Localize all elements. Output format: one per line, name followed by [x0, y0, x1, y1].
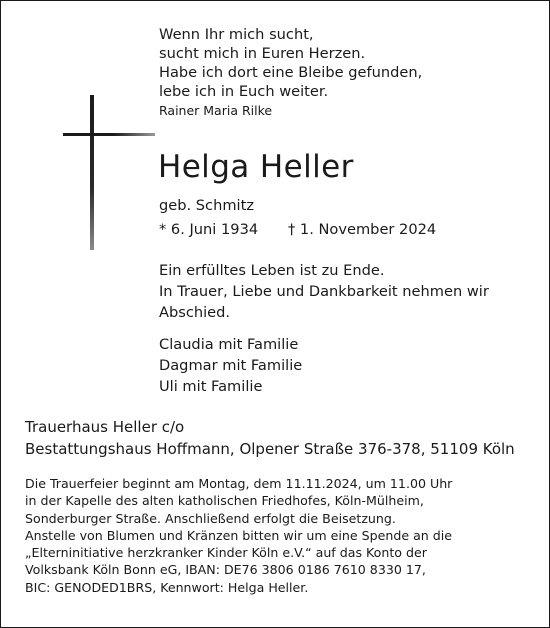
- birth-name: geb. Schmitz: [159, 197, 254, 214]
- funeral-home-address: [25, 416, 515, 460]
- family-member: Claudia mit Familie: [159, 336, 299, 353]
- details-line: BIC: GENODED1BRS, Kennwort: Helga Heller.: [25, 579, 309, 595]
- details-line: Die Trauerfeier beginnt am Montag, dem 11.11.2024, um 11.00 Uhr: [25, 476, 453, 491]
- message-line: In Trauer, Liebe und Dankbarkeit nehmen wir: [159, 283, 489, 300]
- funeral-home-line: Trauerhaus Heller c/o: [25, 418, 185, 436]
- family-list: [159, 334, 302, 397]
- details-line: in der Kapelle des alten katholischen Friedhofes, Köln-Mülheim,: [25, 493, 424, 509]
- poem-line: lebe ich in Euch weiter.: [159, 83, 329, 100]
- details-line: Sonderburger Straße. Anschließend erfolgt die Beisetzung.: [25, 510, 396, 526]
- cross-horizontal-beam: [63, 133, 155, 136]
- family-member: Dagmar mit Familie: [159, 357, 303, 374]
- details-line: Volksbank Köln Bonn eG, IBAN: DE76 3806 0186 7610 8330 17,: [25, 562, 426, 578]
- farewell-message: [159, 260, 489, 323]
- message-line: Ein erfülltes Leben ist zu Ende.: [159, 262, 385, 279]
- family-member: Uli mit Familie: [159, 378, 263, 395]
- poem-line: sucht mich in Euren Herzen.: [159, 45, 366, 62]
- poem-line: Wenn Ihr mich sucht,: [159, 26, 314, 43]
- death-date: † 1. November 2024: [288, 221, 437, 238]
- birth-date: * 6. Juni 1934: [159, 221, 259, 238]
- message-line: Abschied.: [159, 304, 231, 321]
- poem-author: Rainer Maria Rilke: [159, 103, 273, 118]
- poem-line: Habe ich dort eine Bleibe gefunden,: [159, 64, 423, 81]
- cross-vertical-beam: [90, 95, 94, 250]
- funeral-details: [25, 475, 452, 596]
- poem: [159, 25, 422, 101]
- details-line: „Elterninitiative herzkranker Kinder Köln e.V.“ auf das Konto der: [25, 545, 427, 561]
- deceased-name: Helga Heller: [158, 149, 354, 185]
- cross-icon: [63, 95, 155, 250]
- funeral-home-line: Bestattungshaus Hoffmann, Olpener Straße 376-378, 51109 Köln: [25, 440, 515, 458]
- details-line: Anstelle von Blumen und Kränzen bitten wir um eine Spende an die: [25, 527, 453, 543]
